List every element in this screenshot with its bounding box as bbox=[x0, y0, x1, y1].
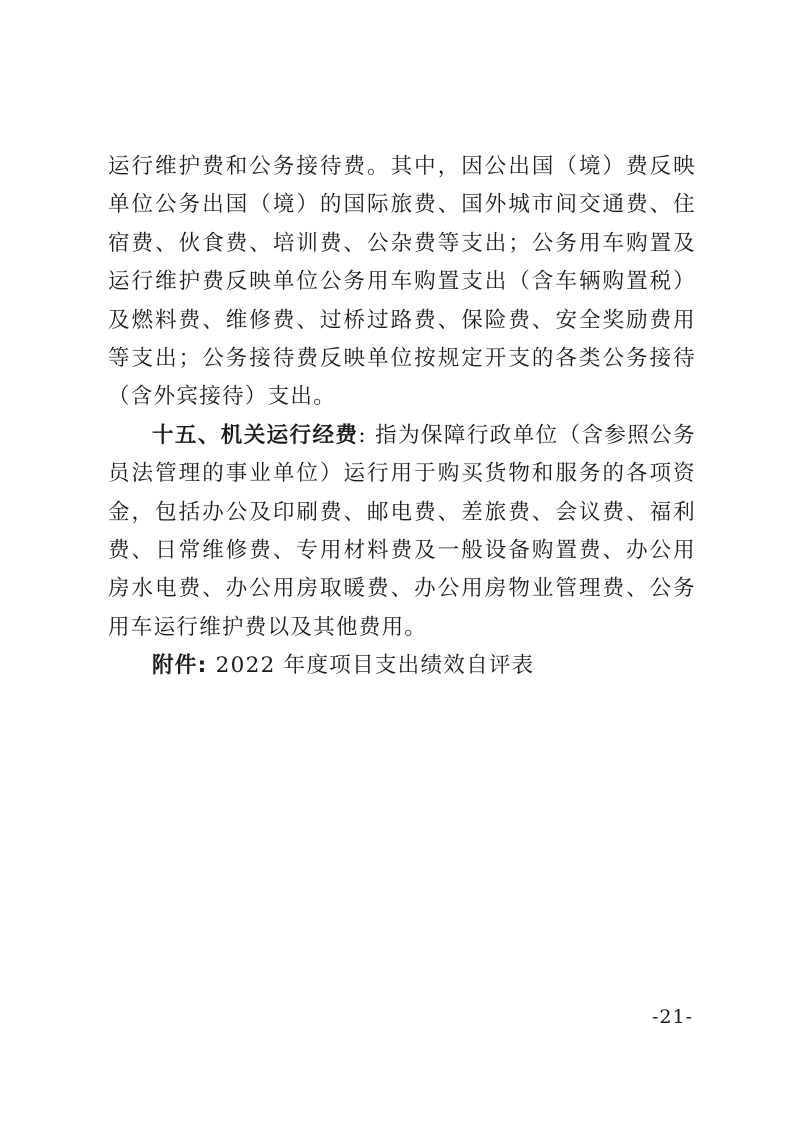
section-15-separator: : bbox=[358, 422, 376, 448]
page-number: -21- bbox=[651, 1006, 693, 1028]
attachment-title: 2022 年度项目支出绩效自评表 bbox=[207, 653, 535, 679]
paragraph-continuation: 运行维护费和公务接待费。其中，因公出国（境）费反映单位公务出国（境）的国际旅费、国外城市间交通费、住宿费、伙食费、培训费、公杂费等支出；公务用车购置及运行维护费反映单位公务用车购置支出（含车辆购置税）及燃料费、维修费、过桥过路费、保险费、安全奖励费用等支出；公务接待费反映单位按规定开支的各类公务接待（含外宾接待）支出。 bbox=[108, 154, 696, 410]
attachment-label: 附件: bbox=[152, 653, 208, 679]
paragraph-section-15 bbox=[108, 417, 696, 647]
section-15-heading: 十五、机关运行经费 bbox=[152, 422, 359, 448]
paragraph-attachment bbox=[108, 647, 696, 685]
section-15-text: 指为保障行政单位（含参照公务员法管理的事业单位）运行用于购买货物和服务的各项资金，包括办公及印刷费、邮电费、差旅费、会议费、福利费、日常维修费、专用材料费及一般设备购置费、办公用房水电费、办公用房取暖费、办公用房物业管理费、公务用车运行维护费以及其他费用。 bbox=[108, 422, 697, 640]
body-text bbox=[108, 148, 696, 686]
